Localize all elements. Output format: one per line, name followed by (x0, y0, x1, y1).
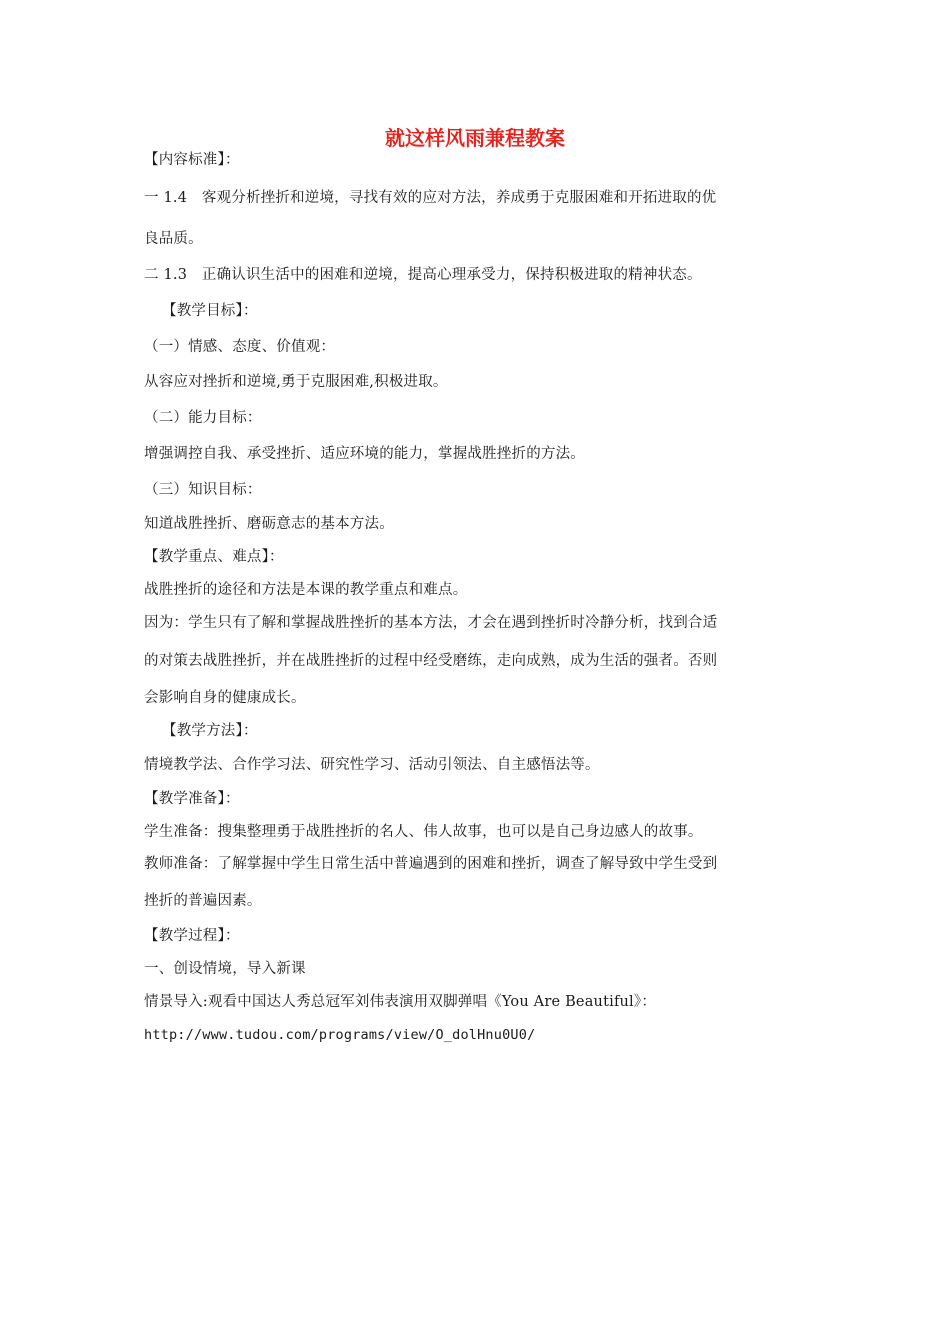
section-heading-content-standard: 【内容标准】： (144, 152, 240, 168)
paragraph-line: 战胜挫折的途径和方法是本课的教学重点和难点。 (144, 582, 468, 598)
subheading-introduction: 一、创设情境，导入新课 (144, 961, 306, 977)
video-link[interactable]: http://www.tudou.com/programs/view/O_dolHnu0U0/ (144, 1027, 536, 1043)
subheading-knowledge: （三）知识目标： (144, 482, 262, 498)
section-heading-process: 【教学过程】： (144, 928, 240, 944)
section-heading-teaching-methods: 【教学方法】： (162, 723, 258, 739)
subheading-emotion: （一）情感、态度、价值观： (144, 339, 336, 355)
paragraph-line: 从容应对挫折和逆境,勇于克服困难,积极进取。 (144, 374, 448, 390)
paragraph-line: 因为：学生只有了解和掌握战胜挫折的基本方法，才会在遇到挫折时冷静分析，找到合适 (144, 615, 718, 631)
section-heading-key-points: 【教学重点、难点】： (144, 549, 284, 565)
paragraph-line: 知道战胜挫折、磨砺意志的基本方法。 (144, 516, 394, 532)
paragraph-line: 情境教学法、合作学习法、研究性学习、活动引领法、自主感悟法等。 (144, 757, 600, 773)
subheading-ability: （二）能力目标： (144, 410, 262, 426)
section-heading-preparation: 【教学准备】： (144, 791, 240, 807)
paragraph-line: 情景导入:观看中国达人秀总冠军刘伟表演用双脚弹唱《You Are Beautiful》： (144, 994, 657, 1010)
paragraph-line: 的对策去战胜挫折，并在战胜挫折的过程中经受磨练，走向成熟，成为生活的强者。否则 (144, 653, 718, 669)
section-heading-teaching-goals: 【教学目标】： (162, 303, 258, 319)
paragraph-line: 挫折的普遍因素。 (144, 893, 262, 909)
paragraph-line: 良品质。 (144, 231, 203, 247)
paragraph-line: 一 1.4 客观分析挫折和逆境，寻找有效的应对方法，养成勇于克服困难和开拓进取的优 (144, 190, 717, 206)
paragraph-line: 会影响自身的健康成长。 (144, 690, 306, 706)
paragraph-line: 教师准备：了解掌握中学生日常生活中普遍遇到的困难和挫折，调查了解导致中学生受到 (144, 856, 718, 872)
paragraph-line: 增强调控自我、承受挫折、适应环境的能力，掌握战胜挫折的方法。 (144, 446, 585, 462)
document-title: 就这样风雨兼程教案 (385, 126, 565, 150)
paragraph-line: 二 1.3 正确认识生活中的困难和逆境，提高心理承受力，保持积极进取的精神状态。 (144, 267, 702, 283)
paragraph-line: 学生准备：搜集整理勇于战胜挫折的名人、伟人故事，也可以是自己身边感人的故事。 (144, 824, 703, 840)
